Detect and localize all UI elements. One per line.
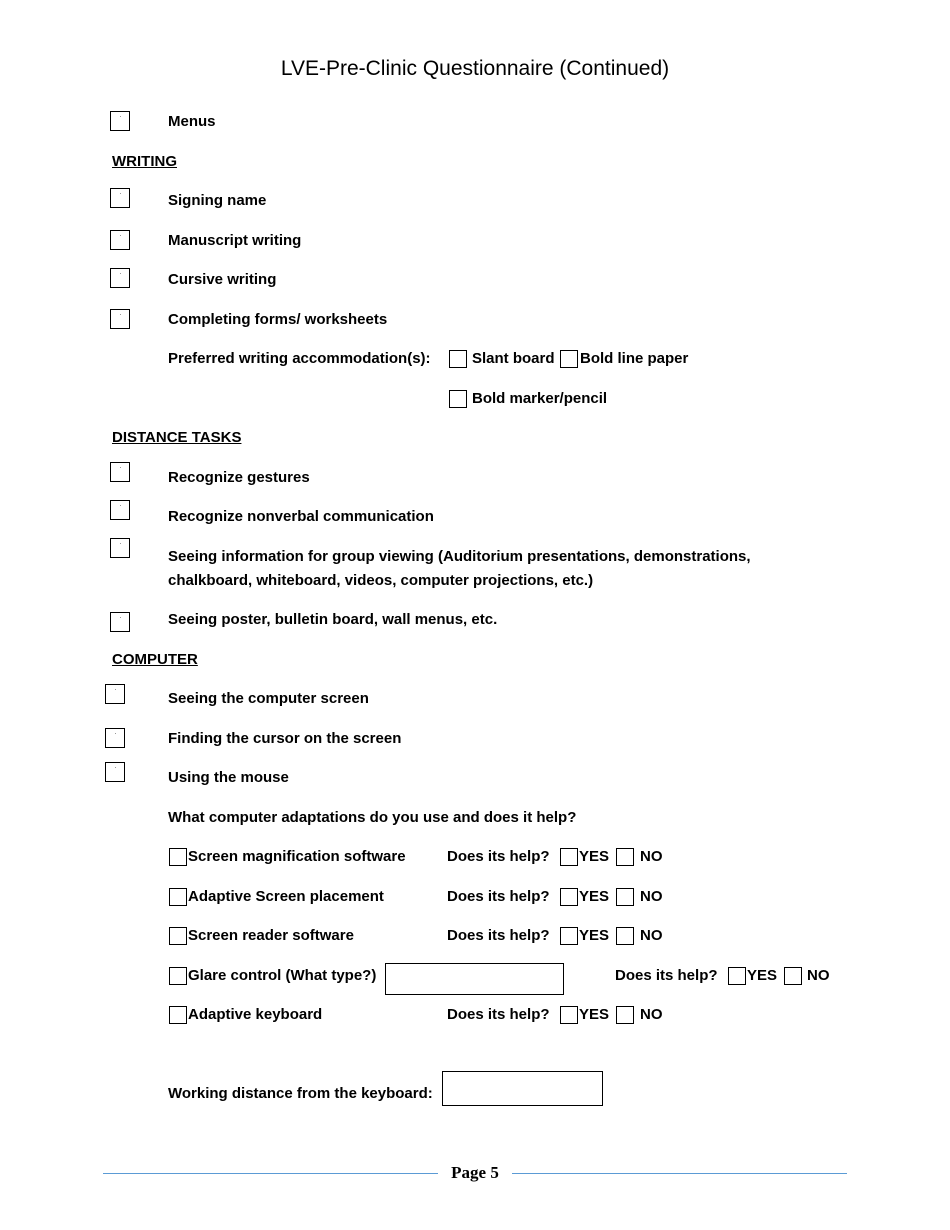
- help-question: Does its help?: [615, 967, 718, 984]
- group-viewing-label-cont: chalkboard, whiteboard, videos, computer projections, etc.): [168, 572, 594, 589]
- slant-board-checkbox[interactable]: [449, 350, 467, 368]
- screen-reader-label: Screen reader software: [188, 927, 354, 944]
- seeing-poster-label: Seeing poster, bulletin board, wall menus, etc.: [168, 611, 498, 628]
- screen-magnification-label: Screen magnification software: [188, 848, 406, 865]
- completing-forms-checkbox[interactable]: [110, 309, 130, 329]
- no-checkbox[interactable]: [616, 848, 634, 866]
- using-mouse-checkbox[interactable]: [105, 762, 125, 782]
- help-question: Does its help?: [447, 1006, 550, 1023]
- using-mouse-label: Using the mouse: [168, 769, 289, 786]
- working-distance-label: Working distance from the keyboard:: [168, 1085, 433, 1102]
- no-checkbox[interactable]: [784, 967, 802, 985]
- group-viewing-label: Seeing information for group viewing (Auditorium presentations, demonstrations,: [168, 548, 751, 565]
- adaptive-keyboard-label: Adaptive keyboard: [188, 1006, 323, 1023]
- yes-label: YES: [579, 848, 610, 865]
- computer-heading: COMPUTER: [112, 651, 198, 668]
- footer-rule-left: [103, 1173, 438, 1174]
- bold-marker-label: Bold marker/pencil: [472, 390, 608, 407]
- working-distance-input[interactable]: [442, 1071, 603, 1106]
- group-viewing-checkbox[interactable]: [110, 538, 130, 558]
- yes-label: YES: [579, 927, 610, 944]
- glare-type-input[interactable]: [385, 963, 564, 995]
- no-label: NO: [640, 848, 663, 865]
- completing-forms-label: Completing forms/ worksheets: [168, 311, 388, 328]
- bold-line-paper-checkbox[interactable]: [560, 350, 578, 368]
- screen-reader-checkbox[interactable]: [169, 927, 187, 945]
- no-checkbox[interactable]: [616, 888, 634, 906]
- help-question: Does its help?: [447, 888, 550, 905]
- yes-checkbox[interactable]: [560, 927, 578, 945]
- no-label: NO: [640, 888, 663, 905]
- page-number: Page 5: [451, 1163, 499, 1182]
- menus-label: Menus: [168, 113, 216, 130]
- writing-heading: WRITING: [112, 153, 177, 170]
- no-label: NO: [640, 1006, 663, 1023]
- bold-line-paper-label: Bold line paper: [580, 350, 689, 367]
- distance-tasks-heading: DISTANCE TASKS: [112, 429, 242, 446]
- yes-checkbox[interactable]: [560, 888, 578, 906]
- cursive-writing-label: Cursive writing: [168, 271, 277, 288]
- page-title: LVE-Pre-Clinic Questionnaire (Continued): [280, 57, 670, 80]
- yes-checkbox[interactable]: [560, 1006, 578, 1024]
- menus-checkbox[interactable]: [110, 111, 130, 131]
- signing-name-label: Signing name: [168, 192, 267, 209]
- adaptations-question: What computer adaptations do you use and does it help?: [168, 809, 577, 826]
- adaptive-keyboard-checkbox[interactable]: [169, 1006, 187, 1024]
- no-label: NO: [640, 927, 663, 944]
- no-checkbox[interactable]: [616, 1006, 634, 1024]
- recognize-nonverbal-checkbox[interactable]: [110, 500, 130, 520]
- manuscript-writing-label: Manuscript writing: [168, 232, 302, 249]
- seeing-screen-label: Seeing the computer screen: [168, 690, 369, 707]
- seeing-poster-checkbox[interactable]: [110, 612, 130, 632]
- recognize-nonverbal-label: Recognize nonverbal communication: [168, 508, 434, 525]
- writing-accommodation-label: Preferred writing accommodation(s):: [168, 350, 431, 367]
- bold-marker-checkbox[interactable]: [449, 390, 467, 408]
- screen-placement-label: Adaptive Screen placement: [188, 888, 384, 905]
- recognize-gestures-checkbox[interactable]: [110, 462, 130, 482]
- screen-placement-checkbox[interactable]: [169, 888, 187, 906]
- help-question: Does its help?: [447, 848, 550, 865]
- glare-control-label: Glare control (What type?): [188, 967, 377, 984]
- no-label: NO: [807, 967, 830, 984]
- yes-label: YES: [747, 967, 778, 984]
- finding-cursor-checkbox[interactable]: [105, 728, 125, 748]
- cursive-writing-checkbox[interactable]: [110, 268, 130, 288]
- yes-checkbox[interactable]: [560, 848, 578, 866]
- recognize-gestures-label: Recognize gestures: [168, 469, 310, 486]
- footer-rule-right: [512, 1173, 847, 1174]
- manuscript-writing-checkbox[interactable]: [110, 230, 130, 250]
- finding-cursor-label: Finding the cursor on the screen: [168, 730, 402, 747]
- signing-name-checkbox[interactable]: [110, 188, 130, 208]
- yes-label: YES: [579, 1006, 610, 1023]
- seeing-screen-checkbox[interactable]: [105, 684, 125, 704]
- slant-board-label: Slant board: [472, 350, 555, 367]
- glare-control-checkbox[interactable]: [169, 967, 187, 985]
- yes-label: YES: [579, 888, 610, 905]
- yes-checkbox[interactable]: [728, 967, 746, 985]
- help-question: Does its help?: [447, 927, 550, 944]
- screen-magnification-checkbox[interactable]: [169, 848, 187, 866]
- no-checkbox[interactable]: [616, 927, 634, 945]
